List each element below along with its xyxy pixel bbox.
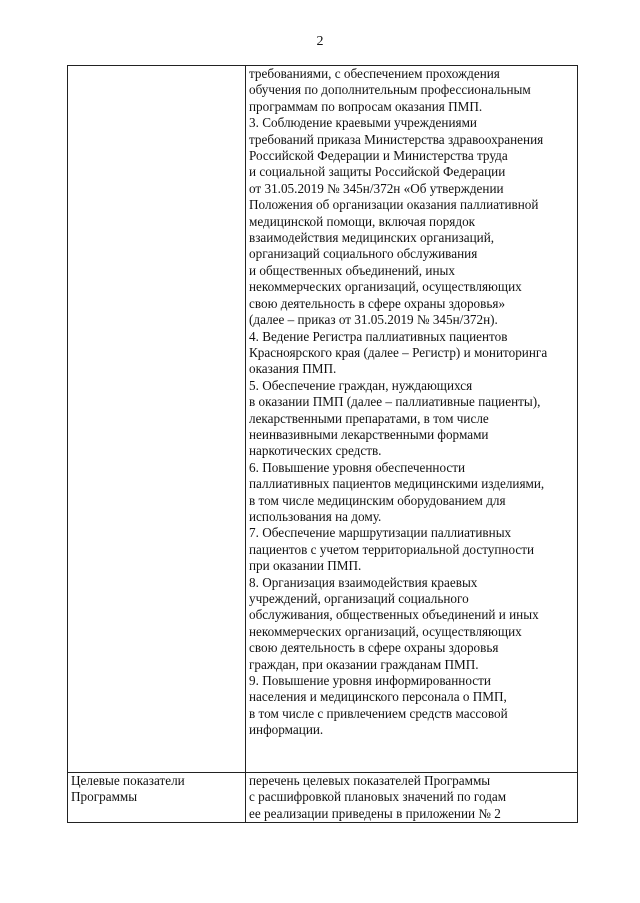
text-line: использования на дому. (249, 508, 382, 524)
text-line: 4. Ведение Регистра паллиативных пациентов (249, 328, 508, 344)
row-content-cell (246, 773, 578, 823)
table-row-tasks-continued (68, 66, 578, 773)
text-line: 5. Обеспечение граждан, нуждающихся (249, 377, 473, 393)
text-line: обучения по дополнительным профессиональным (249, 82, 531, 98)
text-line: некоммерческих организаций, осуществляющих (249, 279, 522, 295)
text-line: наркотических средств. (249, 443, 382, 459)
text-line: взаимодействия медицинских организаций, (249, 230, 495, 246)
text-line: в оказании ПМП (далее – паллиативные пациенты), (249, 394, 541, 410)
text-line: 6. Повышение уровня обеспеченности (249, 459, 466, 475)
page-number: 2 (316, 34, 324, 49)
text-line: программам по вопросам оказания ПМП. (249, 98, 483, 114)
text-line: 9. Повышение уровня информированности (249, 673, 491, 689)
text-line: с расшифровкой плановых значений по годам (249, 789, 507, 805)
row-content-cell (246, 66, 578, 773)
text-line: 7. Обеспечение маршрутизации паллиативных (249, 525, 512, 541)
text-line: свою деятельность в сфере охраны здоровья» (249, 295, 506, 311)
text-line: учреждений, организаций социального (249, 591, 469, 606)
text-line: Красноярского края (далее – Регистр) и мониторинга (249, 344, 548, 360)
text-line: пациентов с учетом территориальной доступности (249, 541, 535, 557)
text-line: при оказании ПМП. (249, 558, 362, 574)
text-line: некоммерческих организаций, осуществляющих (249, 623, 522, 639)
text-line: от 31.05.2019 № 345н/372н «Об утверждении (249, 180, 504, 196)
text-line: оказания ПМП. (249, 361, 337, 377)
text-line: в том числе с привлечением средств массовой (249, 705, 508, 721)
text-line: неинвазивными лекарственными формами (249, 426, 489, 442)
text-line: граждан, при оказании гражданам ПМП. (249, 656, 479, 672)
text-line: медицинской помощи, включая порядок (249, 213, 476, 229)
text-line: требований приказа Министерства здравоохранения (249, 131, 544, 147)
program-passport-table (67, 65, 578, 823)
text-line: перечень целевых показателей Программы (249, 773, 491, 788)
text-line: и общественных объединений, иных (249, 262, 455, 278)
table-row-target-indicators (68, 773, 578, 823)
text-line: и социальной защиты Российской Федерации (249, 164, 506, 180)
row-label-cell (68, 773, 246, 823)
text-line: лекарственными препаратами, в том числе (249, 410, 489, 426)
text-line: 8. Организация взаимодействия краевых (249, 574, 478, 590)
text-line: ее реализации приведены в приложении № 2 (249, 805, 501, 821)
text-line: населения и медицинского персонала о ПМП, (249, 689, 507, 705)
text-line: Положения об организации оказания паллиативной (249, 197, 539, 213)
row-label-line: Программы (71, 789, 138, 805)
text-line: в том числе медицинским оборудованием для (249, 492, 506, 508)
text-line: 3. Соблюдение краевыми учреждениями (249, 115, 477, 131)
text-line: Российской Федерации и Министерства труда (249, 148, 508, 164)
row-label-cell (68, 66, 246, 773)
text-line: свою деятельность в сфере охраны здоровья (249, 640, 499, 656)
text-line: (далее – приказ от 31.05.2019 № 345н/372н). (249, 312, 498, 328)
text-line: паллиативных пациентов медицинскими изделиями, (249, 476, 545, 492)
text-line: организаций социального обслуживания (249, 246, 478, 262)
text-line: информации. (249, 722, 324, 738)
row-label-line: Целевые показатели (71, 773, 185, 788)
text-line: требованиями, с обеспечением прохождения (249, 66, 500, 81)
text-line: обслуживания, общественных объединений и иных (249, 607, 539, 623)
